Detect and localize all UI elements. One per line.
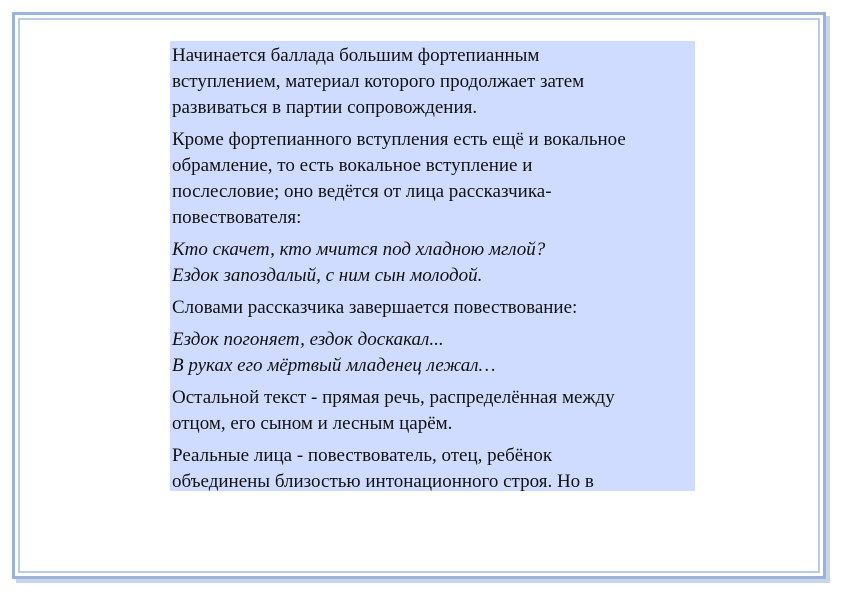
verse-closing xyxy=(172,327,693,379)
verse-opening xyxy=(172,237,693,289)
text-line: повествователя: xyxy=(172,207,302,228)
text-line: Реальные лица - повествователь, отец, ребёнок xyxy=(172,445,553,466)
verse-line: Ездок запоздалый, с ним сын молодой. xyxy=(172,265,483,286)
text-line: объединены близостью интонационного строя. Но в xyxy=(172,471,594,491)
text-line: вступлением, материал которого продолжает затем xyxy=(172,71,585,92)
text-line: обрамление, то есть вокальное вступление и xyxy=(172,155,533,176)
text-line: Остальной текст - прямая речь, распределённая между xyxy=(172,387,615,408)
verse-line: В руках его мёртвый младенец лежал… xyxy=(172,355,496,376)
text-line: Начинается баллада большим фортепианным xyxy=(172,45,540,66)
text-line: развиваться в партии сопровождения. xyxy=(172,97,478,118)
paragraph-direct-speech xyxy=(172,385,693,437)
text-line: послесловие; оно ведётся от лица рассказчика- xyxy=(172,181,552,202)
frame-shadow-right xyxy=(826,16,830,583)
text-line: отцом, его сыном и лесным царём. xyxy=(172,413,453,434)
frame-shadow-bottom xyxy=(16,579,830,583)
paragraph-narrator-ending xyxy=(172,295,693,321)
slide-text-box xyxy=(170,41,695,491)
paragraph-intro xyxy=(172,43,693,121)
verse-line: Кто скачет, кто мчится под хладною мглой? xyxy=(172,239,546,260)
verse-line: Ездок погоняет, ездок доскакал... xyxy=(172,329,444,350)
paragraph-real-persons xyxy=(172,443,693,491)
text-line: Словами рассказчика завершается повествование: xyxy=(172,297,578,318)
paragraph-framing xyxy=(172,127,693,231)
text-line: Кроме фортепианного вступления есть ещё и вокальное xyxy=(172,129,626,150)
